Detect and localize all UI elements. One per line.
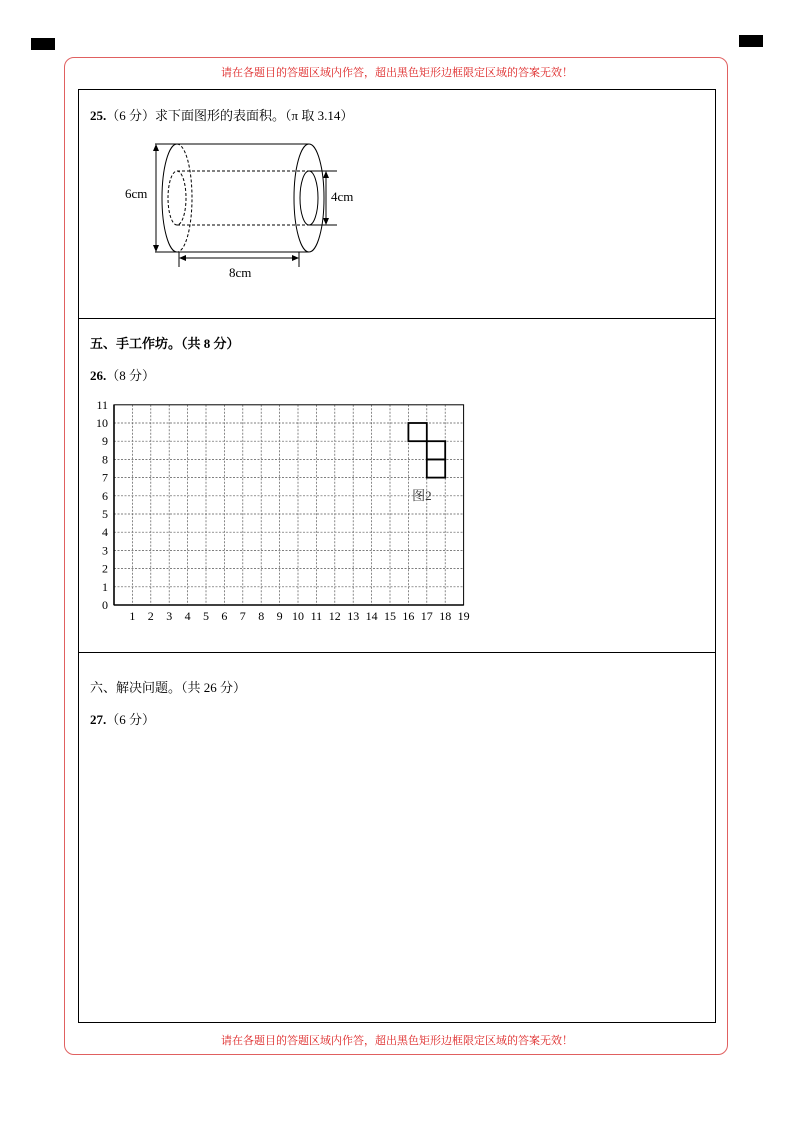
- y-tick-label: 10: [96, 416, 108, 430]
- section-title-5: 五、手工作坊。（共 8 分）: [90, 336, 240, 351]
- x-tick-label: 11: [310, 609, 323, 623]
- figure-square: [427, 459, 445, 477]
- question-number: 27.: [90, 712, 107, 727]
- figure-square: [427, 441, 445, 459]
- dim-length-label: 8cm: [229, 265, 252, 280]
- x-tick-label: 10: [292, 609, 304, 623]
- y-tick-label: 0: [102, 598, 108, 612]
- x-tick-label: 5: [203, 609, 209, 623]
- registration-mark-left: [31, 38, 55, 50]
- divider: [79, 318, 715, 319]
- figure-label: 图2: [412, 487, 432, 503]
- figure-square: [408, 423, 426, 441]
- question-number: 26.: [90, 368, 107, 383]
- cylinder-figure: [119, 135, 379, 285]
- x-tick-label: 2: [147, 609, 154, 623]
- grid-border: [114, 405, 464, 605]
- x-tick-label: 14: [365, 609, 378, 623]
- question-prompt: （6 分）求下面图形的表面积。（π 取 3.14）: [106, 108, 354, 123]
- question-points: （6 分）: [106, 712, 156, 727]
- x-tick-label: 13: [347, 609, 360, 623]
- footer-notice: 请在各题目的答题区域内作答，超出黑色矩形边框限定区域的答案无效！: [221, 1035, 573, 1047]
- coordinate-grid: [79, 390, 499, 630]
- x-tick-label: 17: [420, 609, 433, 623]
- x-tick-label: 9: [276, 609, 283, 623]
- y-tick-label: 2: [102, 561, 108, 576]
- y-tick-label: 5: [102, 507, 108, 521]
- x-tick-label: 18: [439, 609, 452, 623]
- dim-inner-label: 4cm: [331, 189, 354, 204]
- x-tick-label: 12: [328, 609, 341, 623]
- y-tick-label: 8: [102, 452, 108, 467]
- header-notice: 请在各题目的答题区域内作答，超出黑色矩形边框限定区域的答案无效！: [221, 67, 573, 79]
- dim-outer-label: 6cm: [125, 186, 148, 201]
- x-tick-label: 8: [258, 609, 265, 623]
- question-26: [90, 365, 155, 384]
- x-tick-label: 7: [239, 609, 246, 623]
- x-tick-label: 4: [184, 609, 191, 623]
- y-tick-label: 11: [96, 397, 108, 412]
- y-tick-label: 7: [102, 470, 108, 485]
- divider: [79, 652, 715, 653]
- question-27: [90, 709, 155, 728]
- x-tick-label: 1: [129, 609, 136, 623]
- x-tick-label: 19: [457, 609, 470, 623]
- question-points: （8 分）: [106, 368, 156, 383]
- section-title-6: 六、解决问题。（共 26 分）: [90, 680, 247, 695]
- y-tick-label: 4: [102, 525, 108, 540]
- y-tick-label: 3: [102, 543, 108, 558]
- x-tick-label: 3: [166, 609, 173, 623]
- x-tick-label: 16: [402, 609, 415, 623]
- x-tick-label: 15: [384, 609, 396, 623]
- y-tick-label: 1: [102, 579, 108, 594]
- question-25: [90, 105, 353, 124]
- registration-mark-right: [739, 35, 763, 47]
- question-number: 25.: [90, 108, 107, 123]
- y-tick-label: 6: [102, 488, 108, 503]
- answer-area: [78, 89, 716, 1023]
- y-tick-label: 9: [102, 434, 108, 449]
- x-tick-label: 6: [221, 609, 228, 623]
